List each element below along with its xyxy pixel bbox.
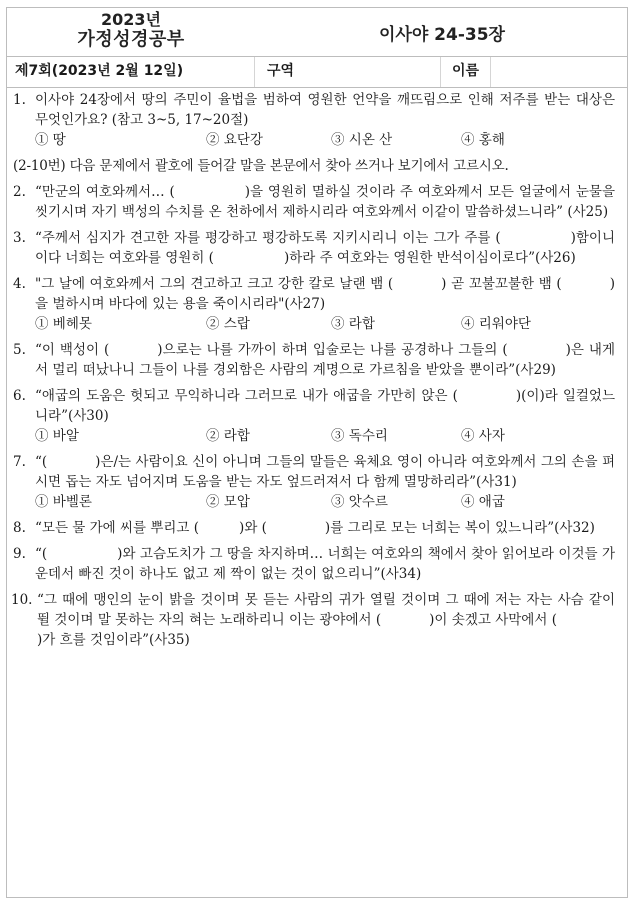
question-number: 10. (11, 592, 33, 608)
question-text: “모든 물 가에 씨를 뿌리고 ( (35, 520, 200, 536)
question-text: 이사야 24장에서 땅의 주민이 율법을 범하여 영원한 언약을 깨뜨림으로 인해 저주를 받는 대상은 무엇인가요? (참고 3~5, 17~20절) (35, 92, 615, 128)
book-range: 이사야 24-35장 (379, 25, 505, 45)
option-3[interactable]: ③ 라합 (331, 316, 375, 332)
question-number: 5. (13, 342, 26, 358)
worksheet-title (7, 10, 255, 50)
option-1[interactable]: ① 바알 (35, 428, 79, 444)
question-text: )하라 주 여호와는 영원한 반석이심이로다”(사26) (283, 250, 576, 266)
question-text: )을 벌하시며 바다에 있는 용을 죽이시리라"(사27) (35, 276, 615, 312)
question-text: )를 그리로 모는 너희는 복이 있느니라”(사32) (324, 520, 595, 536)
header-info-row (7, 57, 627, 88)
question-8 (7, 518, 627, 538)
option-2[interactable]: ② 요단강 (206, 132, 263, 148)
question-number: 9. (13, 546, 26, 562)
question-text: “이 백성이 ( (35, 342, 110, 358)
question-text: “만군의 여호와께서… ( (35, 184, 175, 200)
session-date: 제7회(2023년 2월 12일) (7, 57, 255, 87)
options (35, 426, 615, 446)
area-field[interactable] (255, 57, 441, 87)
question-text: )와 ( (239, 520, 267, 536)
question-10 (7, 590, 627, 650)
question-text: )함이니이다 너희는 여호와를 영원히 ( (35, 230, 615, 266)
question-number: 6. (13, 388, 26, 404)
option-2[interactable]: ② 라합 (206, 428, 250, 444)
option-4[interactable]: ④ 홍해 (461, 132, 505, 148)
question-text: “( (35, 546, 48, 562)
question-number: 1. (13, 92, 26, 108)
option-3[interactable]: ③ 시온 산 (331, 132, 393, 148)
question-4 (7, 274, 627, 334)
question-text: "그 날에 여호와께서 그의 견고하고 크고 강한 칼로 날랜 뱀 ( (35, 276, 394, 292)
option-4[interactable]: ④ 리워야단 (461, 316, 531, 332)
option-2[interactable]: ② 모압 (206, 494, 250, 510)
worksheet (6, 7, 628, 898)
name-field[interactable] (491, 57, 627, 87)
question-3 (7, 228, 627, 268)
question-text: “주께서 심지가 견고한 자를 평강하고 평강하도록 지키시리니 이는 그가 주를 ( (35, 230, 501, 246)
question-6 (7, 386, 627, 446)
question-1 (7, 90, 627, 150)
name-label: 이름 (441, 57, 491, 87)
question-text: “애굽의 도움은 헛되고 무익하니라 그러므로 내가 애굽을 가만히 앉은 ( (35, 388, 458, 404)
question-5 (7, 340, 627, 380)
question-text: )와 고슴도치가 그 땅을 차지하며… 너희는 여호와의 책에서 찾아 읽어보라 이것들 가운데서 빠진 것이 하나도 없고 제 짝이 없는 것이 없으리니”(사34) (35, 546, 615, 582)
question-text: )가 흐를 것임이라”(사35) (37, 632, 190, 648)
option-3[interactable]: ③ 앗수르 (331, 494, 388, 510)
question-text: ) 곧 꼬불꼬불한 뱀 ( (441, 276, 562, 292)
options (35, 492, 615, 512)
question-2 (7, 182, 627, 222)
questions-body (7, 90, 627, 656)
options (35, 314, 615, 334)
question-number: 8. (13, 520, 26, 536)
option-2[interactable]: ② 스랍 (206, 316, 250, 332)
question-text: “그 때에 맹인의 눈이 밝을 것이며 못 듣는 사람의 귀가 열릴 것이며 그 때에 저는 자는 사슴 같이 뛸 것이며 말 못하는 자의 혀는 노래하리니 이는 광야에서 ( (37, 592, 615, 628)
option-1[interactable]: ① 땅 (35, 132, 66, 148)
question-7 (7, 452, 627, 512)
option-4[interactable]: ④ 사자 (461, 428, 505, 444)
question-text: )을 영원히 멸하실 것이라 주 여호와께서 모든 얼굴에서 눈물을 씻기시며 자기 백성의 수치를 온 천하에서 제하시리라 여호와께서 이같이 말씀하셨느니라” (사25) (35, 184, 615, 220)
option-4[interactable]: ④ 애굽 (461, 494, 505, 510)
question-text: )은/는 사람이요 신이 아니며 그들의 말들은 육체요 영이 아니라 여호와께서 그의 손을 펴시면 돕는 자도 넘어지며 도움을 받는 자도 엎드러져서 다 함께 멸망하리라”(사31) (35, 454, 615, 490)
options (35, 130, 615, 150)
header-title-row (7, 8, 627, 57)
question-text: )으로는 나를 가까이 하며 입술로는 나를 공경하나 그들의 ( (157, 342, 508, 358)
area-label: 구역 (267, 63, 295, 79)
question-text: )(이)라 일컬었느니라”(사30) (35, 388, 616, 424)
title-main: 가정성경공부 (77, 29, 185, 50)
option-1[interactable]: ① 베헤못 (35, 316, 92, 332)
question-9 (7, 544, 627, 584)
question-text: )은 내게서 멀리 떠났나니 그들이 나를 경외함은 사람의 계명으로 가르침을 받았을 뿐이라”(사29) (35, 342, 615, 378)
question-text: )이 솟겠고 사막에서 ( (429, 612, 557, 628)
question-text: “( (35, 454, 48, 470)
title-year: 2023년 (101, 10, 161, 29)
option-1[interactable]: ① 바벨론 (35, 494, 92, 510)
option-3[interactable]: ③ 독수리 (331, 428, 388, 444)
question-number: 2. (13, 184, 26, 200)
instruction-text: (2-10번) 다음 문제에서 괄호에 들어갈 말을 본문에서 찾아 쓰거나 보기에서 고르시오. (13, 158, 509, 174)
question-number: 7. (13, 454, 26, 470)
question-number: 3. (13, 230, 26, 246)
question-number: 4. (13, 276, 26, 292)
